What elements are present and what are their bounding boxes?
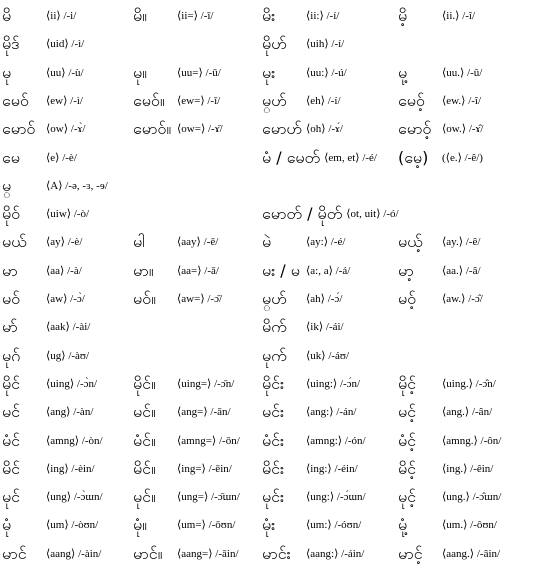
table-cell — [2, 257, 82, 281]
table-cell — [2, 172, 108, 196]
script-glyph: မုံး — [262, 515, 276, 535]
table-cell — [2, 427, 103, 451]
script-glyph: မေဝ်။ — [133, 90, 165, 110]
script-glyph: မဝ့် — [398, 289, 417, 308]
table-row — [0, 172, 537, 196]
script-glyph: မာ — [2, 260, 18, 280]
script-glyph: မာင်။ — [133, 543, 163, 563]
transliteration-label: ⟨ew⟩ /-ì/ — [46, 94, 83, 107]
script-glyph: မိ — [2, 6, 12, 25]
transliteration-label: ⟨ii⟩ /-i/ — [46, 10, 77, 22]
script-glyph: မုံ့ — [398, 515, 408, 535]
script-glyph: မု့ — [398, 62, 408, 82]
table-cell — [2, 370, 97, 394]
table-cell — [398, 285, 483, 309]
script-glyph: မင်။ — [133, 402, 156, 422]
transliteration-label: ⟨aang:⟩ /-áin/ — [306, 547, 365, 560]
transliteration-label: ⟨um:⟩ /-óʊn/ — [306, 519, 362, 532]
table-cell — [133, 59, 221, 83]
script-glyph: မုံ။ — [133, 515, 147, 535]
script-glyph: မဝ် — [2, 289, 21, 308]
table-row — [0, 228, 537, 252]
script-glyph: မိ့ — [398, 6, 408, 25]
transliteration-label: ⟨ii:⟩ /-í/ — [306, 10, 340, 22]
script-glyph: မောတ် / မိုတ် — [262, 204, 343, 224]
table-cell — [398, 455, 493, 479]
transliteration-label: ⟨aang=⟩ /-āin/ — [177, 547, 239, 560]
script-glyph: မေ — [2, 147, 20, 167]
table-cell — [262, 200, 399, 224]
table-cell — [262, 59, 347, 83]
table-cell — [133, 370, 234, 394]
script-glyph: မုက် — [262, 345, 287, 365]
script-glyph: မိုဟ် — [262, 34, 287, 54]
script-glyph: မုဂ် — [2, 345, 21, 365]
transliteration-label: ⟨ung=⟩ /-ɔ̄ɯn/ — [177, 491, 240, 504]
table-cell — [262, 483, 366, 507]
table-cell — [2, 2, 76, 26]
table-row — [0, 2, 537, 26]
transliteration-label: ⟨ing=⟩ /-ēin/ — [177, 462, 232, 475]
script-glyph: မာင်း — [262, 543, 291, 563]
table-cell — [398, 87, 481, 111]
table-cell — [2, 115, 85, 139]
table-cell — [262, 540, 364, 564]
script-glyph: မုး — [262, 62, 276, 82]
transliteration-label: ⟨um⟩ /-òʊn/ — [46, 519, 99, 532]
transliteration-label: ⟨aang.⟩ /-âin/ — [442, 547, 501, 560]
script-glyph: မောဝ် — [2, 119, 36, 139]
transliteration-label: ⟨aa⟩ /-à/ — [46, 264, 82, 277]
transliteration-label: ⟨ug⟩ /-àʊ/ — [46, 349, 90, 362]
transliteration-label: ⟨ii.⟩ /-î/ — [442, 10, 476, 22]
transliteration-label: ⟨ii=⟩ /-ī/ — [177, 10, 214, 22]
script-glyph: မယ့် — [398, 232, 423, 252]
table-cell — [398, 370, 496, 394]
transliteration-label: ⟨ang.⟩ /-ân/ — [442, 406, 493, 419]
table-cell — [133, 483, 240, 507]
transliteration-label: ⟨ew=⟩ /-ī/ — [177, 94, 221, 107]
script-glyph: မုင်။ — [133, 487, 156, 507]
script-glyph: မိုင်။ — [133, 373, 156, 393]
table-cell — [398, 483, 501, 507]
table-row — [0, 342, 537, 366]
table-cell — [398, 427, 501, 451]
transliteration-label: ⟨ung⟩ /-ɔ̀ɯn/ — [46, 491, 103, 504]
table-cell — [2, 200, 89, 224]
table-row — [0, 200, 537, 224]
script-glyph: မ္ — [2, 175, 12, 195]
script-glyph: မံင်း — [262, 430, 285, 450]
table-cell — [2, 511, 98, 535]
script-glyph: မုံ — [2, 515, 12, 535]
table-row — [0, 257, 537, 281]
transliteration-label: ⟨ing.⟩ /-êin/ — [442, 462, 494, 475]
table-cell — [262, 30, 344, 54]
transliteration-label: ⟨ang⟩ /-àn/ — [46, 406, 94, 419]
table-row — [0, 427, 537, 451]
transliteration-label: ⟨ung.⟩ /-ɔ̂ɯn/ — [442, 491, 502, 504]
table-cell — [2, 483, 103, 507]
transliteration-label: ⟨amng=⟩ /-ōn/ — [177, 434, 240, 447]
table-row — [0, 30, 537, 54]
table-cell — [398, 540, 500, 564]
transliteration-label: ⟨uing⟩ /-ɔ̀n/ — [46, 377, 98, 390]
script-glyph: မာ် — [2, 317, 18, 337]
transliteration-label: ⟨uk⟩ /-áʊ/ — [306, 349, 350, 362]
transliteration-label: ⟨um.⟩ /-ôʊn/ — [442, 519, 497, 532]
script-glyph: မေဝ့် — [398, 90, 425, 110]
script-glyph: မေဝ် — [2, 90, 29, 110]
table-cell — [133, 398, 231, 422]
table-cell — [262, 285, 342, 309]
script-glyph: မိင်း — [262, 458, 285, 478]
table-cell — [262, 115, 343, 139]
script-glyph: မု — [2, 62, 12, 82]
table-cell — [262, 398, 356, 422]
table-cell — [133, 455, 232, 479]
table-row — [0, 511, 537, 535]
table-row — [0, 483, 537, 507]
transliteration-label: ⟨uu.⟩ /-û/ — [442, 66, 483, 79]
transliteration-label: ⟨aang⟩ /-àin/ — [46, 547, 102, 560]
transliteration-label: ⟨aw⟩ /-ɔ̀/ — [46, 293, 85, 305]
script-glyph: မိ။ — [133, 6, 147, 25]
transliteration-label: ⟨ik⟩ /-ái/ — [306, 321, 344, 334]
transliteration-label: ⟨aa.⟩ /-â/ — [442, 264, 481, 277]
table-row — [0, 115, 537, 139]
script-glyph: မး / မ — [262, 260, 300, 280]
transliteration-label: ⟨amng:⟩ /-ón/ — [306, 434, 366, 447]
table-cell — [2, 30, 84, 54]
table-cell — [133, 2, 213, 26]
script-glyph: မောဝ့် — [398, 119, 432, 139]
transliteration-label: ⟨ew.⟩ /-î/ — [442, 94, 482, 107]
table-cell — [133, 115, 223, 139]
script-glyph: မါ — [133, 232, 145, 252]
table-cell — [2, 342, 89, 366]
script-glyph: မယ် — [2, 232, 27, 252]
table-row — [0, 370, 537, 394]
transliteration-label: ⟨amng⟩ /-òn/ — [46, 434, 103, 447]
script-glyph: မုင် — [2, 487, 21, 507]
transliteration-label: ⟨ang:⟩ /-án/ — [306, 406, 357, 419]
script-glyph: မာင့် — [398, 543, 423, 563]
table-cell — [398, 511, 497, 535]
table-row — [0, 398, 537, 422]
transliteration-label: ⟨e⟩ /-è/ — [46, 151, 77, 164]
transliteration-label: ⟨ow.⟩ /-ɤ̂/ — [442, 123, 484, 136]
transliteration-label: ⟨aw=⟩ /-ɔ̄/ — [177, 293, 223, 305]
script-glyph: မဝ်။ — [133, 289, 156, 308]
transliteration-label: ⟨eh⟩ /-í/ — [306, 94, 341, 107]
table-cell — [262, 427, 366, 451]
transliteration-label: ⟨uu:⟩ /-ú/ — [306, 66, 347, 79]
table-cell — [262, 455, 358, 479]
transliteration-label: ⟨ot, uit⟩ /-ó/ — [346, 208, 399, 221]
table-row — [0, 455, 537, 479]
table-cell — [398, 257, 481, 281]
table-cell — [133, 511, 235, 535]
transliteration-label: ⟨uih⟩ /-í/ — [306, 38, 345, 51]
table-cell — [398, 228, 480, 252]
transliteration-label: ⟨A⟩ /-ə, -ɜ, -ɘ/ — [46, 179, 108, 192]
transliteration-label: ⟨oh⟩ /-ɤ́/ — [306, 123, 343, 136]
script-glyph: မင့် — [398, 402, 417, 422]
transliteration-label: ⟨ay.⟩ /-ê/ — [442, 236, 481, 249]
script-glyph: မ္ဟ် — [262, 90, 287, 110]
transliteration-label: ⟨uing:⟩ /-ɔ́n/ — [306, 377, 361, 390]
script-glyph: မိုင့် — [398, 373, 417, 393]
table-cell — [262, 511, 361, 535]
transliteration-label: ⟨ing⟩ /-èin/ — [46, 462, 95, 475]
table-cell — [133, 257, 219, 281]
table-cell — [262, 144, 377, 168]
script-glyph: မံင်။ — [133, 430, 156, 450]
script-glyph: မိုင် — [2, 373, 21, 393]
table-cell — [133, 540, 239, 564]
script-glyph: မိက် — [262, 317, 287, 337]
transliteration-label: ⟨uing.⟩ /-ɔ̂n/ — [442, 377, 496, 390]
script-glyph: မာ့ — [398, 260, 414, 280]
script-glyph: မာင် — [2, 543, 27, 563]
transliteration-label: (⟨e.⟩ /-ê/) — [442, 151, 483, 164]
script-glyph: မောဟ် — [262, 119, 303, 139]
transliteration-label: ⟨ing:⟩ /-éin/ — [306, 462, 358, 475]
table-cell — [262, 228, 345, 252]
table-cell — [262, 87, 341, 111]
table-cell — [2, 228, 82, 252]
script-glyph: မိုဒ် — [2, 34, 20, 54]
transliteration-label: ⟨ang=⟩ /-ān/ — [177, 406, 231, 419]
script-glyph: မ္ဟ် — [262, 289, 287, 308]
script-glyph: မိင့် — [398, 458, 417, 478]
script-glyph: မိင် — [2, 458, 21, 478]
script-glyph: မု။ — [133, 62, 147, 82]
script-glyph: မိင်။ — [133, 458, 156, 478]
script-glyph: မုင့် — [398, 487, 417, 507]
transliteration-label: ⟨ay⟩ /-è/ — [46, 236, 83, 249]
transliteration-label: ⟨amng.⟩ /-ôn/ — [442, 434, 502, 447]
script-glyph: မံင့် — [398, 430, 417, 450]
table-row — [0, 540, 537, 564]
script-glyph: မံ / မေတ် — [262, 147, 321, 167]
table-cell — [262, 257, 350, 281]
table-cell — [133, 228, 218, 252]
table-cell — [133, 427, 240, 451]
table-cell — [133, 87, 220, 111]
transliteration-label: ⟨aak⟩ /-ài/ — [46, 321, 91, 334]
table-cell — [262, 342, 349, 366]
transliteration-label: ⟨uid⟩ /-ì/ — [46, 38, 85, 51]
transliteration-label: ⟨uing=⟩ /-ɔ̄n/ — [177, 377, 235, 390]
script-glyph: မိုဝ် — [2, 204, 21, 224]
transliteration-label: ⟨aa=⟩ /-ā/ — [177, 264, 219, 277]
script-glyph: မိုင်း — [262, 373, 285, 393]
transliteration-label: ⟨ung:⟩ /-ɔ́ɯn/ — [306, 491, 366, 504]
table-row — [0, 59, 537, 83]
table-cell — [133, 285, 222, 309]
table-cell — [398, 2, 475, 26]
table-row — [0, 144, 537, 168]
transliteration-label: ⟨ah⟩ /-ɔ́/ — [306, 293, 343, 305]
script-glyph: (မေ့) — [398, 147, 429, 167]
transliteration-label: ⟨um=⟩ /-ōʊn/ — [177, 519, 236, 532]
table-cell — [398, 115, 483, 139]
table-cell — [2, 398, 93, 422]
table-cell — [2, 87, 83, 111]
script-glyph: မဲ — [262, 232, 272, 252]
table-cell — [2, 285, 85, 309]
table-cell — [2, 313, 90, 337]
transliteration-label: ⟨ow=⟩ /-ɤ̄/ — [177, 123, 223, 136]
transliteration-label: ⟨ow⟩ /-ɤ̀/ — [46, 123, 86, 136]
table-cell — [262, 313, 344, 337]
transliteration-label: ⟨uu=⟩ /-ū/ — [177, 66, 221, 79]
table-row — [0, 87, 537, 111]
table-row — [0, 285, 537, 309]
transliteration-label: ⟨aay⟩ /-ē/ — [177, 236, 219, 249]
transliteration-label: ⟨uiw⟩ /-ò/ — [46, 208, 90, 221]
transliteration-label: ⟨aw.⟩ /-ɔ̂/ — [442, 293, 483, 305]
table-cell — [2, 144, 77, 168]
script-glyph: မင်း — [262, 402, 285, 422]
script-glyph: မာ။ — [133, 260, 154, 280]
table-cell — [398, 398, 492, 422]
table-cell — [398, 144, 483, 168]
script-glyph: မံင် — [2, 430, 21, 450]
script-glyph: မောဝ်။ — [133, 119, 172, 139]
table-cell — [2, 59, 84, 83]
table-cell — [262, 370, 360, 394]
table-cell — [262, 2, 339, 26]
table-row — [0, 313, 537, 337]
transliteration-label: ⟨a:, a⟩ /-á/ — [306, 264, 351, 277]
table-cell — [2, 540, 101, 564]
transliteration-label: ⟨uu⟩ /-ù/ — [46, 66, 84, 79]
transliteration-label: ⟨ay:⟩ /-é/ — [306, 236, 346, 249]
transliteration-label: ⟨em, et⟩ /-é/ — [324, 151, 377, 164]
script-glyph: မင် — [2, 402, 21, 422]
script-glyph: မုင်း — [262, 487, 285, 507]
table-cell — [398, 59, 482, 83]
table-cell — [2, 455, 95, 479]
script-glyph: မိး — [262, 6, 276, 25]
